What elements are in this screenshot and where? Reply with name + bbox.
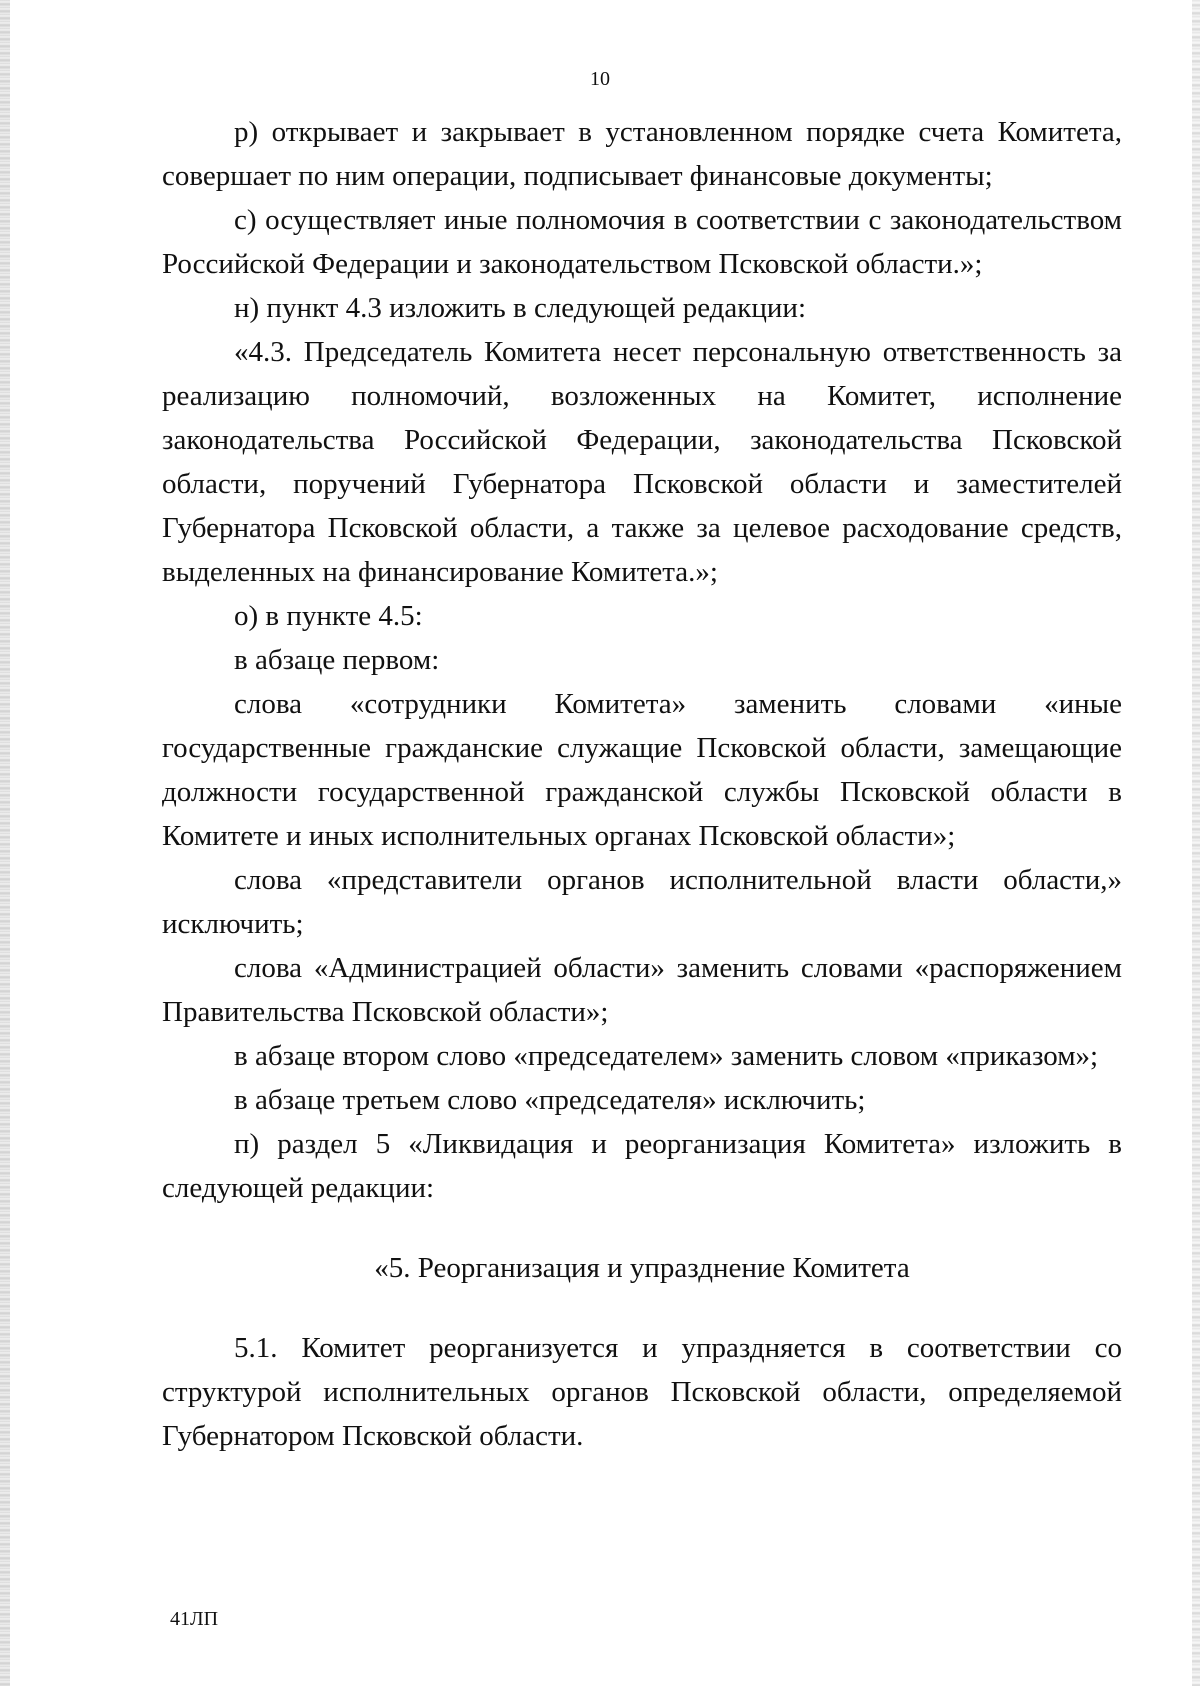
document-body (162, 110, 1122, 1458)
scan-edge-right (1192, 0, 1200, 1686)
paragraph-second-abzats: в абзаце втором слово «председателем» заменить словом «приказом»; (234, 1040, 1099, 1072)
paragraph-r: р) открывает и закрывает в установленном порядке счета Комитета, совершает по ним операции, подписывает финансовые документы; (162, 116, 1122, 192)
paragraph-4-3: «4.3. Председатель Комитета несет персональную ответственность за реализацию полномочий, возложенных на Комитет, исполнение законодательства Российской Федерации, законодательства Псковской области, поручений Губернатора Псковской области и заместителей Губернатора Псковской области, а также за целевое расходование средств, выделенных на финансирование Комитета.»; (162, 336, 1122, 588)
section-heading: «5. Реорганизация и упразднение Комитета (374, 1252, 910, 1284)
paragraph-s: с) осуществляет иные полномочия в соответствии с законодательством Российской Федерации и законодательством Псковской области.»; (162, 204, 1122, 280)
scan-edge-left (0, 0, 10, 1686)
paragraph-third-abzats: в абзаце третьем слово «председателя» исключить; (234, 1084, 866, 1116)
paragraph-o: о) в пункте 4.5: (234, 600, 423, 632)
paragraph-p: п) раздел 5 «Ликвидация и реорганизация Комитета» изложить в следующей редакции: (162, 1128, 1122, 1204)
paragraph-first-abzats: в абзаце первом: (234, 644, 440, 676)
document-code: 41ЛП (170, 1608, 219, 1630)
paragraph-sotrudniki: слова «сотрудники Комитета» заменить словами «иные государственные гражданские служащие Псковской области, замещающие должности государственной гражданской службы Псковской области в Комитете и иных исполнительных органах Псковской области»; (162, 688, 1122, 852)
page-number: 10 (590, 68, 610, 90)
paragraph-n: н) пункт 4.3 изложить в следующей редакции: (234, 292, 807, 324)
paragraph-predstaviteli: слова «представители органов исполнительной власти области,» исключить; (162, 864, 1122, 940)
paragraph-administratsiey: слова «Администрацией области» заменить словами «распоряжением Правительства Псковской области»; (162, 952, 1122, 1028)
paragraph-5-1: 5.1. Комитет реорганизуется и упраздняется в соответствии со структурой исполнительных органов Псковской области, определяемой Губернатором Псковской области. (162, 1332, 1122, 1452)
